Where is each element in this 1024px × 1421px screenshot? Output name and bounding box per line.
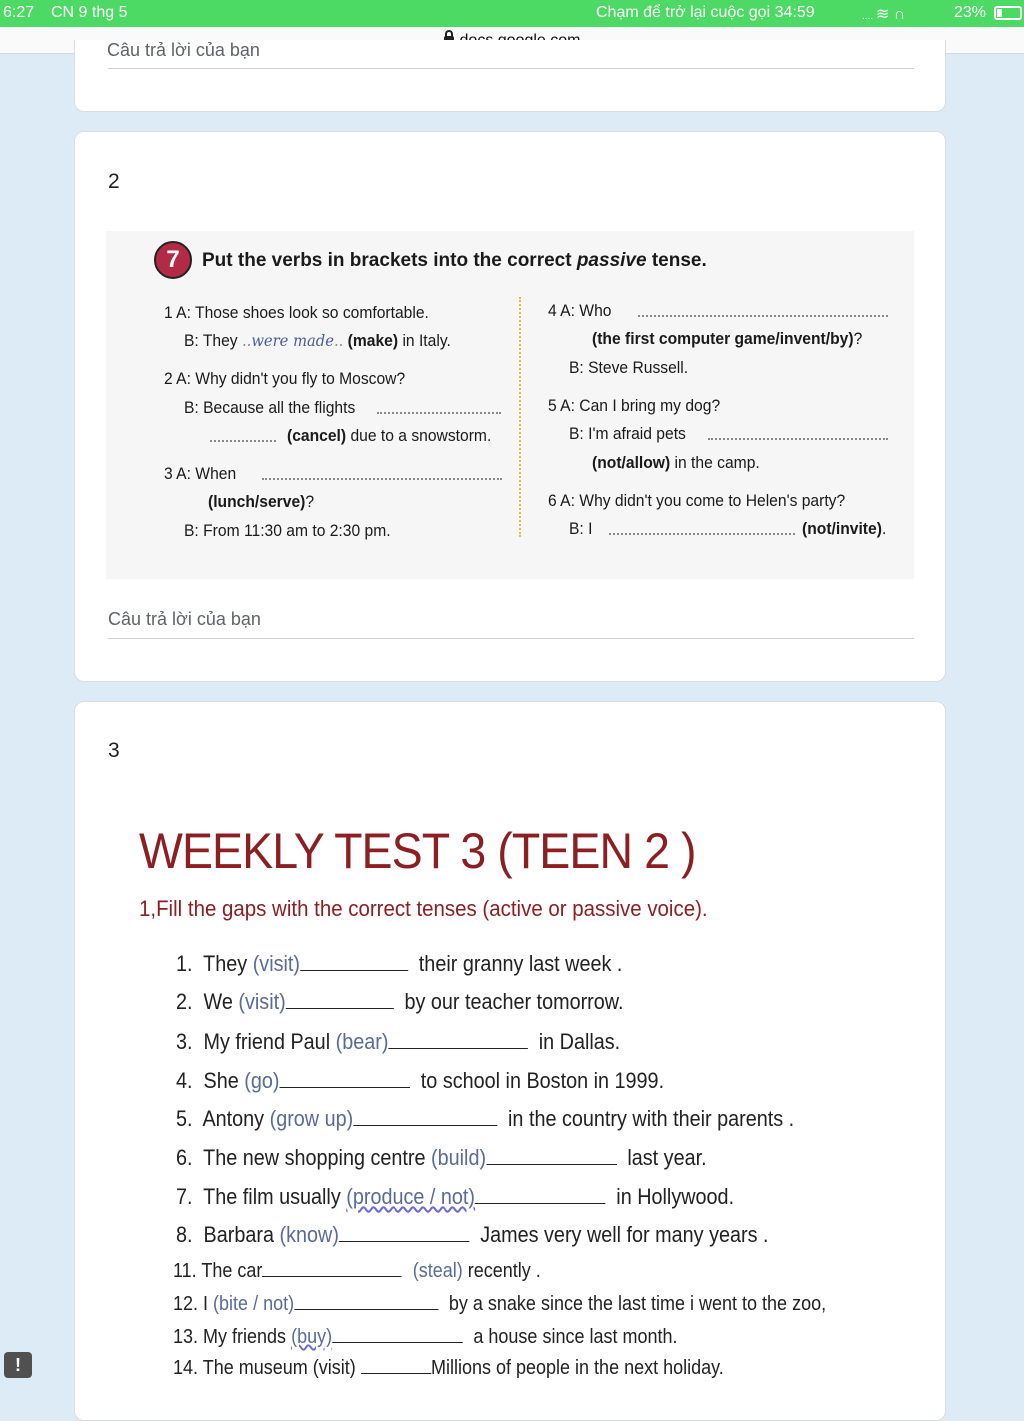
status-time: 6:27 [3,4,35,21]
list-item: 3. My friend Paul (bear) in Dallas. [176,1029,621,1054]
list-item: 5. Antony (grow up) in the country with their parents . [176,1106,795,1131]
status-bar [0,0,1024,27]
q6-b: B: I [569,519,593,538]
gap-dots [609,533,795,535]
wifi-headphones-icon: ≋ ∩ [875,6,906,23]
exercise-badge: 7 [154,241,192,279]
status-date: CN 9 thg 5 [51,4,128,21]
q1-a: 1 A: Those shoes look so comfortable. [164,303,429,322]
feedback-icon[interactable]: ! [4,1352,32,1378]
q3-b: B: From 11:30 am to 2:30 pm. [184,521,391,540]
exercise-image [106,231,914,579]
q6-verb: (not/invite). [802,519,887,538]
answer-placeholder-clipped [107,40,307,60]
list-item: 14. The museum (visit) Millions of people in the next holiday. [173,1357,724,1379]
question-number: 3 [108,739,120,762]
return-to-call-banner[interactable]: Chạm để trở lại cuộc gọi 34:59 [596,4,815,21]
signal-wifi-headphones-icons [862,4,905,24]
answer-placeholder[interactable]: Câu trả lời của bạn [108,609,261,629]
signal-icon: .... [862,11,876,22]
list-item: 7. The film usually (produce / not) in Hollywood. [176,1184,735,1209]
battery-fill [997,9,1002,17]
test-subtitle: 1,Fill the gaps with the correct tenses (active or passive voice). [139,896,708,921]
question-number: 2 [108,170,120,193]
battery-icon [994,6,1022,20]
question-card-2 [74,131,946,682]
list-item: 11. The car (steal) recently . [173,1260,541,1282]
test-title: WEEKLY TEST 3 (TEEN 2 ) [139,823,696,879]
question-card-3 [74,701,946,1421]
q4-b: B: Steve Russell. [569,358,689,377]
answer-placeholder: Câu trả lời của bạn [107,40,260,60]
gap-dots [262,478,502,480]
exercise-heading: Put the verbs in brackets into the correct passive tense. [202,250,707,271]
q4-verb: (the first computer game/invent/by)? [592,329,863,348]
q5-a: 5 A: Can I bring my dog? [548,396,721,415]
q2-b: B: Because all the flights [184,398,356,417]
gap-dots [708,438,888,440]
q6-a: 6 A: Why didn't you come to Helen's party? [548,491,846,510]
q1-b: B: They ..were made.. (make) in Italy. [184,331,451,350]
gap-dots [377,412,501,414]
q5-b: B: I'm afraid pets [569,424,686,443]
q4-a: 4 A: Who [548,301,612,320]
list-item: 6. The new shopping centre (build) last year. [176,1145,707,1170]
column-divider [519,297,521,537]
list-item: 12. I (bite / not) by a snake since the last time i went to the zoo, [173,1293,827,1315]
q2-b-cont: (cancel) due to a snowstorm. [287,426,492,445]
answer-underline[interactable] [108,68,914,69]
q3-verb: (lunch/serve)? [208,492,315,511]
list-item: 8. Barbara (know) James very well for many years . [176,1222,769,1247]
list-item: 13. My friends (buy) a house since last month. [173,1326,678,1348]
list-item: 2. We (visit) by our teacher tomorrow. [176,989,624,1014]
battery-percentage: 23% [954,4,987,21]
list-item: 1. They (visit) their granny last week . [176,951,623,976]
list-item: 4. She (go) to school in Boston in 1999. [176,1068,665,1093]
gap-dots [210,440,276,442]
q3-a: 3 A: When [164,464,237,483]
answer-underline[interactable] [108,638,914,639]
q5-verb: (not/allow) in the camp. [592,453,760,472]
gap-dots [638,315,888,317]
q2-a: 2 A: Why didn't you fly to Moscow? [164,369,406,388]
